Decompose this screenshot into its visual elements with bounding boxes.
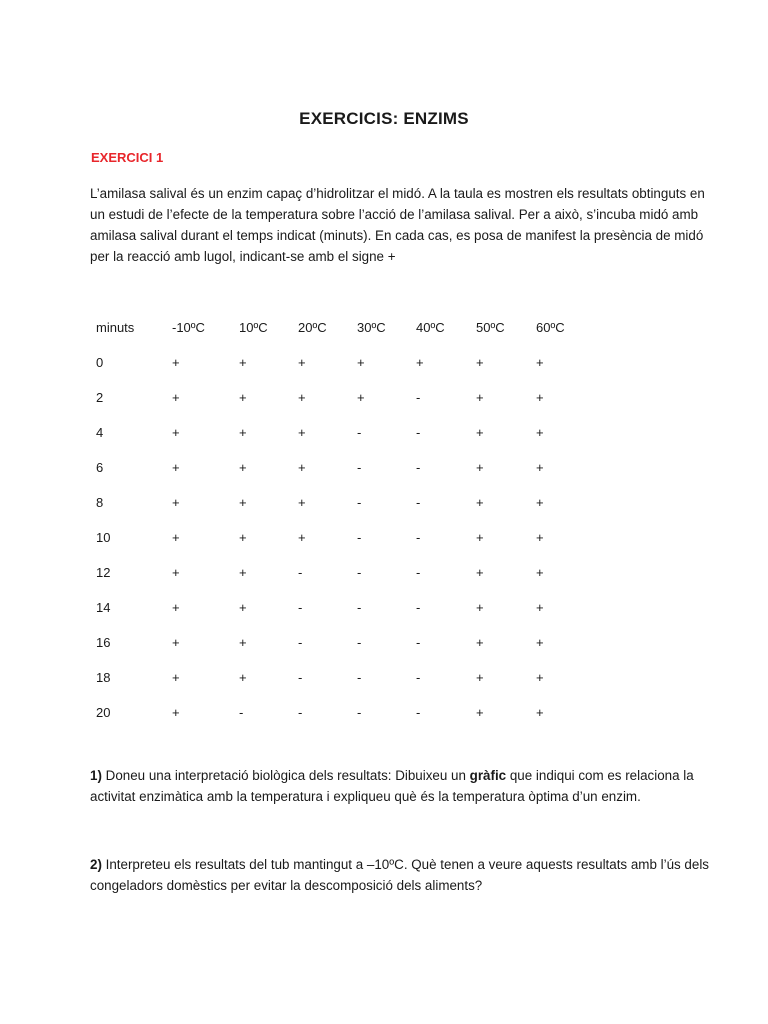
starch-result-cell: - xyxy=(357,635,362,650)
column-header-temperature: 50ºC xyxy=(476,320,505,335)
starch-result-cell: - xyxy=(298,600,303,615)
question-2 xyxy=(90,854,710,896)
starch-result-cell: + xyxy=(172,390,180,405)
starch-result-cell: - xyxy=(357,530,362,545)
starch-result-cell: + xyxy=(172,670,180,685)
starch-result-cell: + xyxy=(239,565,247,580)
starch-result-cell: - xyxy=(357,495,362,510)
minute-cell: 6 xyxy=(96,460,104,475)
starch-result-cell: - xyxy=(416,530,421,545)
starch-result-cell: + xyxy=(536,565,544,580)
starch-result-cell: - xyxy=(357,460,362,475)
column-header-temperature: 30ºC xyxy=(357,320,386,335)
page-title: EXERCICIS: ENZIMS xyxy=(299,109,469,128)
minute-cell: 14 xyxy=(96,600,111,615)
starch-result-cell: - xyxy=(416,635,421,650)
table-row xyxy=(90,590,586,625)
starch-result-cell: + xyxy=(476,705,484,720)
table-row xyxy=(90,345,586,380)
intro-line: per la reacció amb lugol, indicant-se amb el signe + xyxy=(90,249,396,264)
question-2-line-1 xyxy=(90,854,710,875)
starch-result-cell: + xyxy=(536,460,544,475)
table-row xyxy=(90,485,586,520)
starch-result-cell: + xyxy=(476,670,484,685)
starch-result-cell: - xyxy=(416,460,421,475)
starch-result-cell: + xyxy=(239,600,247,615)
intro-line: amilasa salival durant el temps indicat (minuts). En cada cas, es posa de manifest la presència de midó xyxy=(90,228,704,243)
starch-result-cell: + xyxy=(476,460,484,475)
starch-result-cell: + xyxy=(476,495,484,510)
starch-result-cell: - xyxy=(416,670,421,685)
starch-result-cell: + xyxy=(476,355,484,370)
starch-result-cell: + xyxy=(536,670,544,685)
table-row xyxy=(90,520,586,555)
question-2-text: Interpreteu els resultats del tub mantingut a –10ºC. Què tenen a veure aquests resultats amb l’ús dels xyxy=(101,857,709,872)
starch-result-cell: - xyxy=(298,705,303,720)
starch-result-cell: - xyxy=(416,495,421,510)
starch-result-cell: + xyxy=(172,425,180,440)
column-header-temperature: 40ºC xyxy=(416,320,445,335)
starch-result-cell: - xyxy=(357,425,362,440)
starch-result-cell: + xyxy=(298,390,306,405)
starch-result-cell: + xyxy=(172,495,180,510)
results-table xyxy=(90,310,586,730)
starch-result-cell: + xyxy=(476,390,484,405)
starch-result-cell: - xyxy=(357,670,362,685)
starch-result-cell: + xyxy=(476,600,484,615)
starch-result-cell: + xyxy=(476,565,484,580)
intro-line: un estudi de l’efecte de la temperatura sobre l’acció de l’amilasa salival. Per a això, s’incuba midó amb xyxy=(90,207,699,222)
starch-result-cell: + xyxy=(298,495,306,510)
column-header-temperature: -10ºC xyxy=(172,320,205,335)
starch-result-cell: + xyxy=(172,635,180,650)
question-1-text-post: que indiqui com es relaciona la xyxy=(506,768,694,783)
table-row xyxy=(90,450,586,485)
question-1 xyxy=(90,765,710,807)
starch-result-cell: + xyxy=(172,460,180,475)
starch-result-cell: + xyxy=(536,355,544,370)
table-row xyxy=(90,415,586,450)
starch-result-cell: - xyxy=(357,600,362,615)
starch-result-cell: + xyxy=(536,530,544,545)
starch-result-cell: + xyxy=(172,705,180,720)
table-row xyxy=(90,660,586,695)
minute-cell: 12 xyxy=(96,565,111,580)
starch-result-cell: + xyxy=(536,390,544,405)
starch-result-cell: + xyxy=(239,460,247,475)
minute-cell: 4 xyxy=(96,425,104,440)
starch-result-cell: + xyxy=(298,460,306,475)
starch-result-cell: + xyxy=(239,670,247,685)
starch-result-cell: - xyxy=(416,705,421,720)
starch-result-cell: + xyxy=(536,495,544,510)
starch-result-cell: - xyxy=(416,565,421,580)
starch-result-cell: + xyxy=(357,390,365,405)
minute-cell: 2 xyxy=(96,390,104,405)
starch-result-cell: + xyxy=(172,600,180,615)
intro-paragraph xyxy=(90,183,705,267)
question-1-line-1 xyxy=(90,765,710,786)
minute-cell: 8 xyxy=(96,495,104,510)
table-body xyxy=(90,345,586,730)
starch-result-cell: + xyxy=(536,635,544,650)
starch-result-cell: + xyxy=(536,705,544,720)
exercise-heading: EXERCICI 1 xyxy=(91,150,164,165)
starch-result-cell: + xyxy=(476,530,484,545)
starch-result-cell: + xyxy=(357,355,365,370)
starch-result-cell: + xyxy=(239,530,247,545)
starch-result-cell: - xyxy=(298,635,303,650)
starch-result-cell: + xyxy=(476,635,484,650)
minute-cell: 16 xyxy=(96,635,111,650)
starch-result-cell: + xyxy=(416,355,424,370)
starch-result-cell: - xyxy=(357,705,362,720)
column-header-minutes: minuts xyxy=(96,320,135,335)
table-header-row xyxy=(90,310,586,345)
question-2-line-2: congeladors domèstics per evitar la descomposició dels aliments? xyxy=(90,878,483,893)
question-2-number: 2) xyxy=(90,857,102,872)
table-row xyxy=(90,555,586,590)
column-header-temperature: 20ºC xyxy=(298,320,327,335)
starch-result-cell: + xyxy=(298,530,306,545)
starch-result-cell: + xyxy=(239,495,247,510)
question-1-text-pre: Doneu una interpretació biològica dels resultats: Dibuixeu un xyxy=(101,768,470,783)
starch-result-cell: + xyxy=(239,355,247,370)
starch-result-cell: - xyxy=(416,600,421,615)
starch-result-cell: - xyxy=(239,705,244,720)
column-header-temperature: 60ºC xyxy=(536,320,565,335)
starch-result-cell: + xyxy=(239,425,247,440)
intro-line: L’amilasa salival és un enzim capaç d’hidrolitzar el midó. A la taula es mostren els resultats obtinguts en xyxy=(90,186,705,201)
starch-result-cell: + xyxy=(476,425,484,440)
starch-result-cell: + xyxy=(298,425,306,440)
table-row xyxy=(90,380,586,415)
table-row xyxy=(90,625,586,660)
starch-result-cell: + xyxy=(172,565,180,580)
starch-result-cell: - xyxy=(298,670,303,685)
table-row xyxy=(90,695,586,730)
question-1-number: 1) xyxy=(90,768,102,783)
starch-result-cell: + xyxy=(536,600,544,615)
column-header-temperature: 10ºC xyxy=(239,320,268,335)
minute-cell: 10 xyxy=(96,530,111,545)
starch-result-cell: + xyxy=(239,390,247,405)
question-1-line-2: activitat enzimàtica amb la temperatura i expliqueu què és la temperatura òptima d’un enzim. xyxy=(90,789,641,804)
starch-result-cell: + xyxy=(239,635,247,650)
starch-result-cell: + xyxy=(536,425,544,440)
starch-result-cell: - xyxy=(298,565,303,580)
starch-result-cell: - xyxy=(416,425,421,440)
starch-result-cell: - xyxy=(416,390,421,405)
starch-result-cell: + xyxy=(172,530,180,545)
minute-cell: 0 xyxy=(96,355,104,370)
minute-cell: 18 xyxy=(96,670,111,685)
minute-cell: 20 xyxy=(96,705,111,720)
starch-result-cell: + xyxy=(298,355,306,370)
starch-result-cell: + xyxy=(172,355,180,370)
starch-result-cell: - xyxy=(357,565,362,580)
question-1-bold-word: gràfic xyxy=(469,768,507,783)
